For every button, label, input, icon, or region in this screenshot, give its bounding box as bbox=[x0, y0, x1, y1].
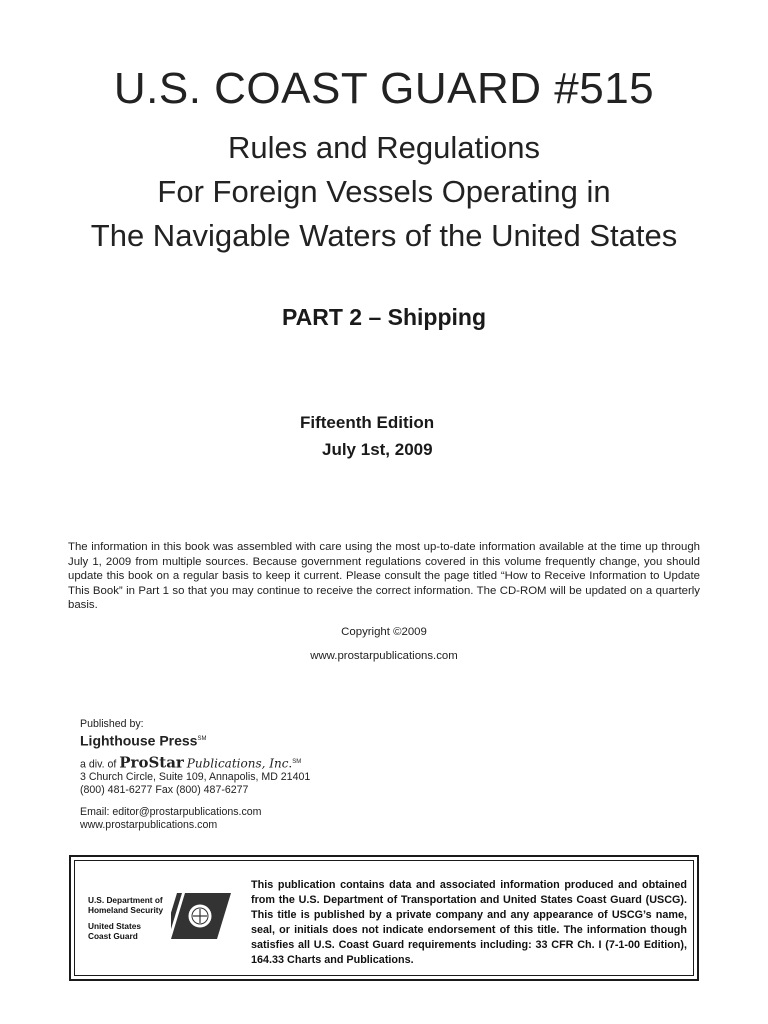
edition-date: July 1st, 2009 bbox=[322, 440, 433, 459]
notice-inner-border bbox=[74, 860, 694, 976]
press-name bbox=[80, 733, 440, 748]
prostar-logo-name: ProStar bbox=[119, 753, 184, 772]
uscg-notice-text: This publication contains data and associated information produced and obtained from the U.S. Department of Transportation and United States Coast Guard (USCG). This title is published by a private company and any appearance of USCG’s name, seal, or initials does not indicate endorsement of this title. The information though satisfies all U.S. Coast Guard requirements including: 33 CFR Ch. I (7-1-00 Edition), 164.33 Charts and Publications. bbox=[251, 879, 687, 966]
published-by-label: Published by: bbox=[80, 718, 144, 730]
uscg-line-2: Coast Guard bbox=[88, 931, 138, 941]
part-title: PART 2 – Shipping bbox=[281, 304, 487, 330]
document-title: U.S. COAST GUARD #515 bbox=[113, 64, 655, 113]
publisher-web[interactable]: www.prostarpublications.com bbox=[80, 819, 218, 832]
document-subtitle bbox=[0, 126, 768, 258]
company-service-mark: SM bbox=[292, 758, 302, 765]
edition-block bbox=[300, 409, 434, 463]
uscg-stripe-icon bbox=[171, 893, 231, 939]
press-name-text: Lighthouse Press bbox=[80, 732, 198, 749]
website-link[interactable]: www.prostarpublications.com bbox=[310, 650, 458, 662]
publisher-block bbox=[80, 718, 440, 832]
dhs-line-2: Homeland Security bbox=[88, 905, 164, 915]
publisher-email[interactable]: Email: editor@prostarpublications.com bbox=[80, 806, 262, 819]
subtitle-line-1: Rules and Regulations bbox=[228, 130, 540, 165]
division-prefix: a div. of bbox=[80, 758, 117, 771]
division-line bbox=[80, 753, 440, 772]
prostar-logo-suffix: Publications, Inc. bbox=[186, 756, 293, 771]
publisher-phones: (800) 481-6277 Fax (800) 487-6277 bbox=[80, 784, 249, 797]
disclaimer-paragraph: The information in this book was assembled with care using the most up-to-date information available at the time up through July 1, 2009 from multiple sources. Because government regulations covered in this volume frequently change, you should update this book on a regular basis to keep it current. Please consult the page titled “How to Receive Information to Update This Book” in Part 1 so that you may continue to receive the correct information. The CD-ROM will be updated on a quarterly basis. bbox=[68, 541, 700, 612]
uscg-line-1: United States bbox=[88, 921, 142, 931]
spacer bbox=[80, 797, 440, 806]
subtitle-line-3: The Navigable Waters of the United States bbox=[90, 218, 678, 253]
publisher-address: 3 Church Circle, Suite 109, Annapolis, MD 21401 bbox=[80, 771, 311, 784]
edition-name: Fifteenth Edition bbox=[300, 413, 435, 432]
copyright-notice: Copyright ©2009 bbox=[341, 626, 427, 638]
subtitle-line-2: For Foreign Vessels Operating in bbox=[157, 174, 611, 209]
service-mark: SM bbox=[197, 736, 207, 742]
dhs-line-1: U.S. Department of bbox=[88, 895, 163, 905]
uscg-notice-box bbox=[69, 855, 699, 981]
